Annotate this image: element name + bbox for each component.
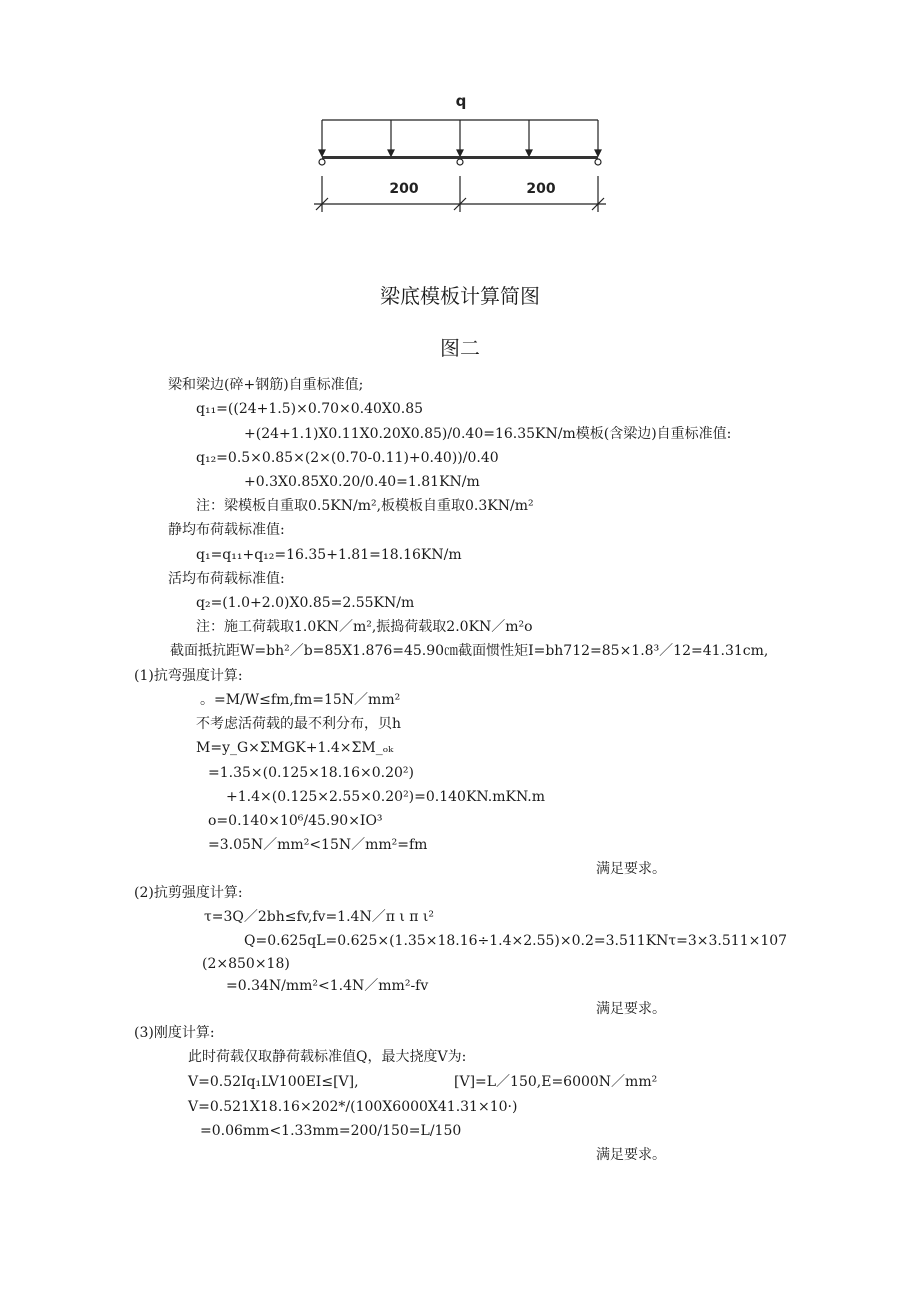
satisfy-label: 满足要求。 (596, 861, 666, 877)
calc-line: 不考虑活荷载的最不利分布，贝h (196, 716, 402, 732)
calc-line: τ=3Q／2bh≤fv,fv=1.4N／π ι π ι² (204, 909, 435, 925)
beam-diagram (300, 86, 620, 216)
supports (319, 159, 601, 165)
calc-line: q₂=(1.0+2.0)X0.85=2.55KN/m (196, 595, 415, 611)
calc-line: V=0.521X18.16×202*/(100X6000X41.31×10·) (188, 1099, 518, 1115)
calc-line: o=0.140×10⁶/45.90×IO³ (208, 813, 383, 829)
section-heading-bending: (1)抗弯强度计算: (134, 668, 243, 684)
calc-line: +0.3X0.85X0.20/0.40=1.81KN/m (244, 474, 480, 490)
calc-line: [V]=L／150,E=6000N／mm² (454, 1074, 658, 1090)
calc-line: V=0.52Iq₁LV100EI≤[V], (188, 1074, 359, 1090)
section-heading-shear: (2)抗剪强度计算: (134, 885, 243, 901)
calc-line: 截面抵抗距W=bh²／b=85X1.876=45.90㎝截面惯性矩I=bh712=85×1.8³／12=41.31cm, (170, 643, 769, 659)
calc-line: q₁₂=0.5×0.85×(2×(0.70-0.11)+0.40))/0.40 (196, 450, 499, 466)
load-label: q (455, 92, 467, 110)
calc-line: 静均布荷载标准值: (168, 522, 285, 538)
calc-line: +1.4×(0.125×2.55×0.20²)=0.140KN.mKN.m (226, 789, 546, 805)
figure-label: 图二 (440, 336, 480, 360)
section-heading-stiffness: (3)刚度计算: (134, 1025, 215, 1041)
calc-line: 此时荷载仅取静荷载标准值Q，最大挠度V为: (188, 1049, 467, 1065)
span-right-label: 200 (526, 181, 556, 197)
calc-line: q₁₁=((24+1.5)×0.70×0.40X0.85 (196, 401, 424, 417)
note-line: 注：梁模板自重取0.5KN/m²,板模板自重取0.3KN/m² (196, 498, 534, 514)
calc-line: q₁=q₁₁+q₁₂=16.35+1.81=18.16KN/m (196, 547, 462, 563)
calc-line: =1.35×(0.125×18.16×0.20²) (208, 765, 414, 781)
dimension-lines (314, 176, 606, 212)
span-left-label: 200 (389, 181, 419, 197)
calc-line: 梁和梁边(碎+钢筋)自重标准值; (168, 377, 364, 393)
calc-line: (2×850×18) (202, 956, 290, 972)
note-line: 注：施工荷载取1.0KN／m²,振捣荷载取2.0KN／m²o (196, 619, 533, 635)
calc-line: +(24+1.1)X0.11X0.20X0.85)/0.40=16.35KN/m模板(含梁边)自重标准值: (244, 426, 732, 442)
satisfy-label: 满足要求。 (596, 1001, 666, 1017)
calc-line: Q=0.625qL=0.625×(1.35×18.16÷1.4×2.55)×0.2=3.511KNτ=3×3.511×107 (244, 933, 788, 949)
satisfy-label: 满足要求。 (596, 1147, 666, 1163)
calc-line: M=y_G×ΣMGK+1.4×ΣM_ₒₖ (196, 740, 394, 756)
diagram-caption: 梁底模板计算简图 (380, 284, 540, 308)
distributed-load (319, 120, 601, 156)
calc-line: 。=M/W≤fm,fm=15N／mm² (200, 692, 401, 708)
calc-line: =3.05N／mm²<15N／mm²=fm (208, 837, 428, 853)
calc-line: =0.34N/mm²<1.4N／mm²-fv (226, 978, 429, 994)
calc-line: =0.06mm<1.33mm=200/150=L/150 (200, 1123, 462, 1139)
calc-line: 活均布荷载标准值: (168, 571, 285, 587)
